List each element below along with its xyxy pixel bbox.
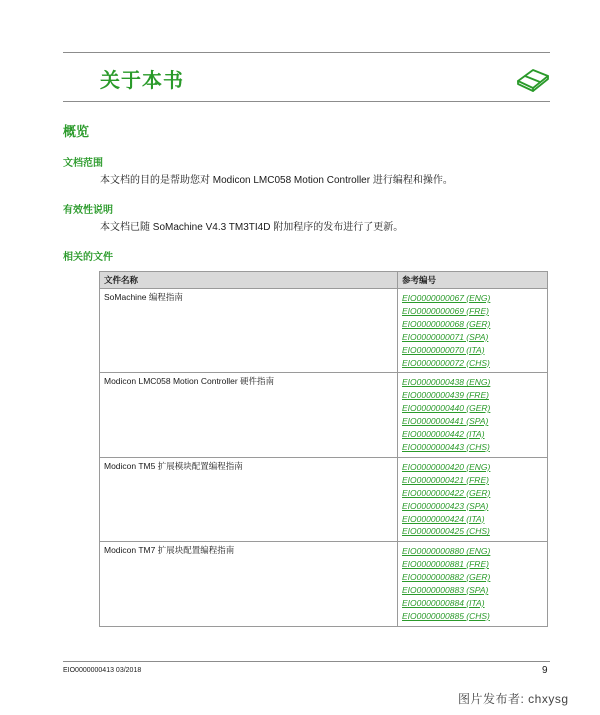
- column-header-ref: 参考编号: [398, 272, 548, 289]
- validity-text: 本文档已随 SoMachine V4.3 TM3TI4D 附加程序的发布进行了更新。: [100, 222, 404, 233]
- ref-link[interactable]: EIO0000000071 (SPA): [402, 331, 489, 342]
- related-docs-table: [99, 271, 548, 627]
- ref-link[interactable]: EIO0000000442 (ITA): [402, 429, 485, 440]
- table-row: [100, 457, 548, 541]
- table-row: [100, 289, 548, 373]
- ref-link[interactable]: EIO0000000883 (SPA): [402, 585, 489, 596]
- open-book-icon: [516, 62, 550, 92]
- scope-heading: 文档范围: [63, 158, 103, 169]
- validity-heading: 有效性说明: [63, 205, 113, 216]
- footer-rule: [63, 661, 550, 662]
- column-header-name: 文件名称: [100, 272, 398, 289]
- page-title: 关于本书: [100, 70, 184, 92]
- doc-name: SoMachine 编程指南: [100, 289, 398, 373]
- ref-link[interactable]: EIO0000000440 (GER): [402, 403, 491, 414]
- ref-link[interactable]: EIO0000000880 (ENG): [402, 546, 491, 557]
- scope-text: 本文档的目的是帮助您对 Modicon LMC058 Motion Controller 进行编程和操作。: [100, 175, 453, 186]
- doc-refs: [398, 289, 548, 373]
- ref-link[interactable]: EIO0000000885 (CHS): [402, 610, 490, 621]
- footer-doc-ref: EIO0000000413 03/2018: [63, 667, 142, 674]
- title-rule: [63, 101, 550, 102]
- ref-link[interactable]: EIO0000000423 (SPA): [402, 500, 489, 511]
- table-header-row: [100, 272, 548, 289]
- ref-link[interactable]: EIO0000000421 (FRE): [402, 474, 489, 485]
- overview-heading: 概览: [63, 124, 90, 139]
- doc-name: Modicon TM7 扩展块配置编程指南: [100, 542, 398, 626]
- ref-link[interactable]: EIO0000000422 (GER): [402, 487, 491, 498]
- ref-link[interactable]: EIO0000000884 (ITA): [402, 597, 485, 608]
- ref-link[interactable]: EIO0000000438 (ENG): [402, 377, 491, 388]
- ref-link[interactable]: EIO0000000069 (FRE): [402, 305, 489, 316]
- ref-link[interactable]: EIO0000000067 (ENG): [402, 293, 491, 303]
- doc-refs: [398, 373, 548, 457]
- ref-link[interactable]: EIO0000000441 (SPA): [402, 416, 489, 427]
- ref-link[interactable]: EIO0000000443 (CHS): [402, 441, 490, 452]
- doc-refs: [398, 542, 548, 626]
- page-number: 9: [542, 665, 548, 676]
- ref-link[interactable]: EIO0000000072 (CHS): [402, 357, 490, 368]
- ref-link[interactable]: EIO0000000070 (ITA): [402, 344, 485, 355]
- ref-link[interactable]: EIO0000000424 (ITA): [402, 513, 485, 524]
- doc-name: Modicon LMC058 Motion Controller 硬件指南: [100, 373, 398, 457]
- ref-link[interactable]: EIO0000000439 (FRE): [402, 390, 489, 401]
- ref-link[interactable]: EIO0000000882 (GER): [402, 572, 491, 583]
- top-rule: [63, 52, 550, 53]
- doc-name: Modicon TM5 扩展模块配置编程指南: [100, 457, 398, 541]
- watermark: 图片发布者: chxysg: [458, 692, 569, 706]
- ref-link[interactable]: EIO0000000425 (CHS): [402, 526, 490, 537]
- ref-link[interactable]: EIO0000000420 (ENG): [402, 461, 491, 472]
- ref-link[interactable]: EIO0000000068 (GER): [402, 318, 491, 329]
- related-docs-heading: 相关的文件: [63, 252, 113, 263]
- ref-link[interactable]: EIO0000000881 (FRE): [402, 559, 489, 570]
- table-row: [100, 542, 548, 626]
- table-row: [100, 373, 548, 457]
- doc-refs: [398, 457, 548, 541]
